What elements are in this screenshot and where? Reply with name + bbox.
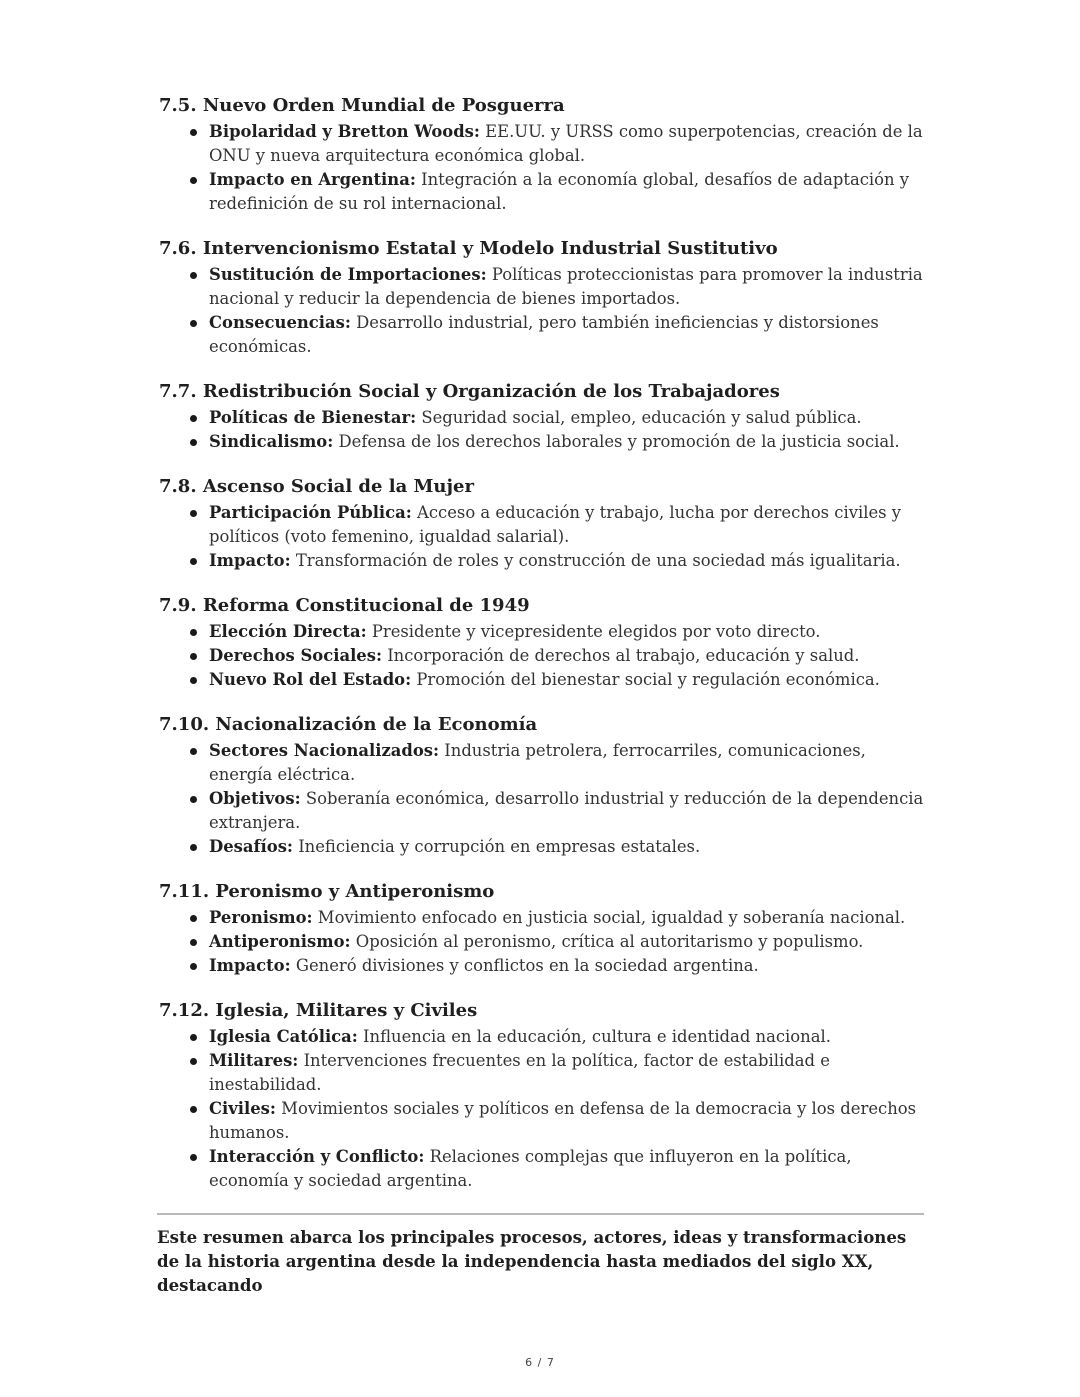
item-term: Sectores Nacionalizados: bbox=[209, 741, 440, 760]
item-term: Participación Pública: bbox=[209, 503, 412, 522]
bullet-icon bbox=[190, 129, 197, 136]
item-text: Transformación de roles y construcción de una sociedad más igualitaria. bbox=[290, 551, 901, 570]
bullet-list bbox=[157, 620, 927, 692]
horizontal-divider bbox=[157, 1213, 924, 1215]
item-term: Impacto en Argentina: bbox=[209, 170, 416, 189]
list-item bbox=[157, 954, 927, 978]
item-text: Integración a la economía global, desafíos de adaptación y redefinición de su rol internacional. bbox=[209, 170, 910, 213]
item-text: EE.UU. y URSS como superpotencias, creación de la ONU y nueva arquitectura económica global. bbox=[209, 122, 923, 165]
bullet-icon bbox=[190, 1058, 197, 1065]
section-7-11 bbox=[157, 879, 927, 978]
bullet-list bbox=[157, 739, 927, 859]
list-item bbox=[157, 644, 927, 668]
bullet-list bbox=[157, 501, 927, 573]
item-term: Militares: bbox=[209, 1051, 299, 1070]
section-7-5 bbox=[157, 93, 927, 216]
bullet-list bbox=[157, 1025, 927, 1193]
section-heading: 7.8. Ascenso Social de la Mujer bbox=[159, 476, 474, 497]
item-term: Impacto: bbox=[209, 956, 291, 975]
bullet-list bbox=[157, 906, 927, 978]
section-7-10 bbox=[157, 712, 927, 859]
item-text: Desarrollo industrial, pero también ineficiencias y distorsiones económicas. bbox=[209, 313, 879, 356]
item-term: Bipolaridad y Bretton Woods: bbox=[209, 122, 480, 141]
bullet-icon bbox=[190, 915, 197, 922]
item-term: Sustitución de Importaciones: bbox=[209, 265, 487, 284]
item-text: Ineficiencia y corrupción en empresas estatales. bbox=[292, 837, 701, 856]
item-text: Relaciones complejas que influyeron en la política, economía y sociedad argentina. bbox=[209, 1147, 852, 1190]
item-text: Intervenciones frecuentes en la política, factor de estabilidad e inestabilidad. bbox=[209, 1051, 830, 1094]
section-heading: 7.10. Nacionalización de la Economía bbox=[159, 714, 538, 735]
list-item bbox=[157, 549, 927, 573]
item-text: Acceso a educación y trabajo, lucha por derechos civiles y políticos (voto femenino, igualdad salarial). bbox=[209, 503, 902, 546]
section-heading: 7.12. Iglesia, Militares y Civiles bbox=[159, 1000, 478, 1021]
bullet-icon bbox=[190, 320, 197, 327]
bullet-icon bbox=[190, 415, 197, 422]
list-item bbox=[157, 668, 927, 692]
section-7-6 bbox=[157, 236, 927, 359]
section-7-9 bbox=[157, 593, 927, 692]
section-heading: 7.11. Peronismo y Antiperonismo bbox=[159, 881, 495, 902]
bullet-list bbox=[157, 120, 927, 216]
list-item bbox=[157, 1097, 927, 1145]
item-term: Peronismo: bbox=[209, 908, 313, 927]
document-content bbox=[157, 93, 927, 1297]
item-text: Presidente y vicepresidente elegidos por voto directo. bbox=[366, 622, 821, 641]
item-text: Incorporación de derechos al trabajo, educación y salud. bbox=[382, 646, 860, 665]
section-heading: 7.7. Redistribución Social y Organización de los Trabajadores bbox=[159, 381, 780, 402]
bullet-icon bbox=[190, 629, 197, 636]
bullet-icon bbox=[190, 939, 197, 946]
item-text: Soberanía económica, desarrollo industrial y reducción de la dependencia extranjera. bbox=[209, 789, 924, 832]
list-item bbox=[157, 739, 927, 787]
list-item bbox=[157, 263, 927, 311]
section-7-12 bbox=[157, 998, 927, 1193]
list-item bbox=[157, 1145, 927, 1193]
item-text: Movimiento enfocado en justicia social, igualdad y soberanía nacional. bbox=[312, 908, 906, 927]
item-text: Industria petrolera, ferrocarriles, comunicaciones, energía eléctrica. bbox=[209, 741, 866, 784]
item-term: Iglesia Católica: bbox=[209, 1027, 358, 1046]
list-item bbox=[157, 620, 927, 644]
bullet-list bbox=[157, 263, 927, 359]
list-item bbox=[157, 1049, 927, 1097]
item-term: Objetivos: bbox=[209, 789, 301, 808]
conclusion-paragraph: Este resumen abarca los principales procesos, actores, ideas y transformaciones de la historia argentina desde la independencia hasta mediados del siglo XX, destacando bbox=[157, 1227, 907, 1295]
list-item bbox=[157, 311, 927, 359]
bullet-icon bbox=[190, 272, 197, 279]
item-term: Civiles: bbox=[209, 1099, 276, 1118]
item-term: Impacto: bbox=[209, 551, 291, 570]
page-number: 6 / 7 bbox=[525, 1356, 555, 1369]
section-7-7 bbox=[157, 379, 927, 454]
list-item bbox=[157, 430, 927, 454]
list-item bbox=[157, 835, 927, 859]
item-text: Influencia en la educación, cultura e identidad nacional. bbox=[357, 1027, 831, 1046]
bullet-icon bbox=[190, 677, 197, 684]
item-term: Consecuencias: bbox=[209, 313, 351, 332]
section-7-8 bbox=[157, 474, 927, 573]
section-heading: 7.9. Reforma Constitucional de 1949 bbox=[159, 595, 530, 616]
bullet-icon bbox=[190, 177, 197, 184]
item-text: Generó divisiones y conflictos en la sociedad argentina. bbox=[290, 956, 759, 975]
item-term: Derechos Sociales: bbox=[209, 646, 382, 665]
list-item bbox=[157, 406, 927, 430]
bullet-icon bbox=[190, 439, 197, 446]
item-term: Sindicalismo: bbox=[209, 432, 334, 451]
item-term: Nuevo Rol del Estado: bbox=[209, 670, 412, 689]
bullet-icon bbox=[190, 1034, 197, 1041]
bullet-icon bbox=[190, 1106, 197, 1113]
item-term: Antiperonismo: bbox=[209, 932, 351, 951]
list-item bbox=[157, 906, 927, 930]
bullet-icon bbox=[190, 963, 197, 970]
item-text: Políticas proteccionistas para promover la industria nacional y reducir la dependencia de bienes importados. bbox=[209, 265, 923, 308]
list-item bbox=[157, 168, 927, 216]
bullet-list bbox=[157, 406, 927, 454]
list-item bbox=[157, 120, 927, 168]
bullet-icon bbox=[190, 748, 197, 755]
list-item bbox=[157, 501, 927, 549]
item-term: Políticas de Bienestar: bbox=[209, 408, 417, 427]
section-heading: 7.6. Intervencionismo Estatal y Modelo Industrial Sustitutivo bbox=[159, 238, 778, 259]
item-term: Desafíos: bbox=[209, 837, 293, 856]
section-heading: 7.5. Nuevo Orden Mundial de Posguerra bbox=[159, 95, 565, 116]
list-item bbox=[157, 930, 927, 954]
item-term: Interacción y Conflicto: bbox=[209, 1147, 425, 1166]
bullet-icon bbox=[190, 558, 197, 565]
item-text: Oposición al peronismo, crítica al autoritarismo y populismo. bbox=[350, 932, 864, 951]
list-item bbox=[157, 787, 927, 835]
item-text: Movimientos sociales y políticos en defensa de la democracia y los derechos humanos. bbox=[209, 1099, 917, 1142]
item-text: Promoción del bienestar social y regulación económica. bbox=[411, 670, 880, 689]
item-text: Defensa de los derechos laborales y promoción de la justicia social. bbox=[333, 432, 900, 451]
bullet-icon bbox=[190, 653, 197, 660]
item-term: Elección Directa: bbox=[209, 622, 367, 641]
item-text: Seguridad social, empleo, educación y salud pública. bbox=[416, 408, 862, 427]
bullet-icon bbox=[190, 510, 197, 517]
bullet-icon bbox=[190, 796, 197, 803]
bullet-icon bbox=[190, 844, 197, 851]
bullet-icon bbox=[190, 1154, 197, 1161]
list-item bbox=[157, 1025, 927, 1049]
